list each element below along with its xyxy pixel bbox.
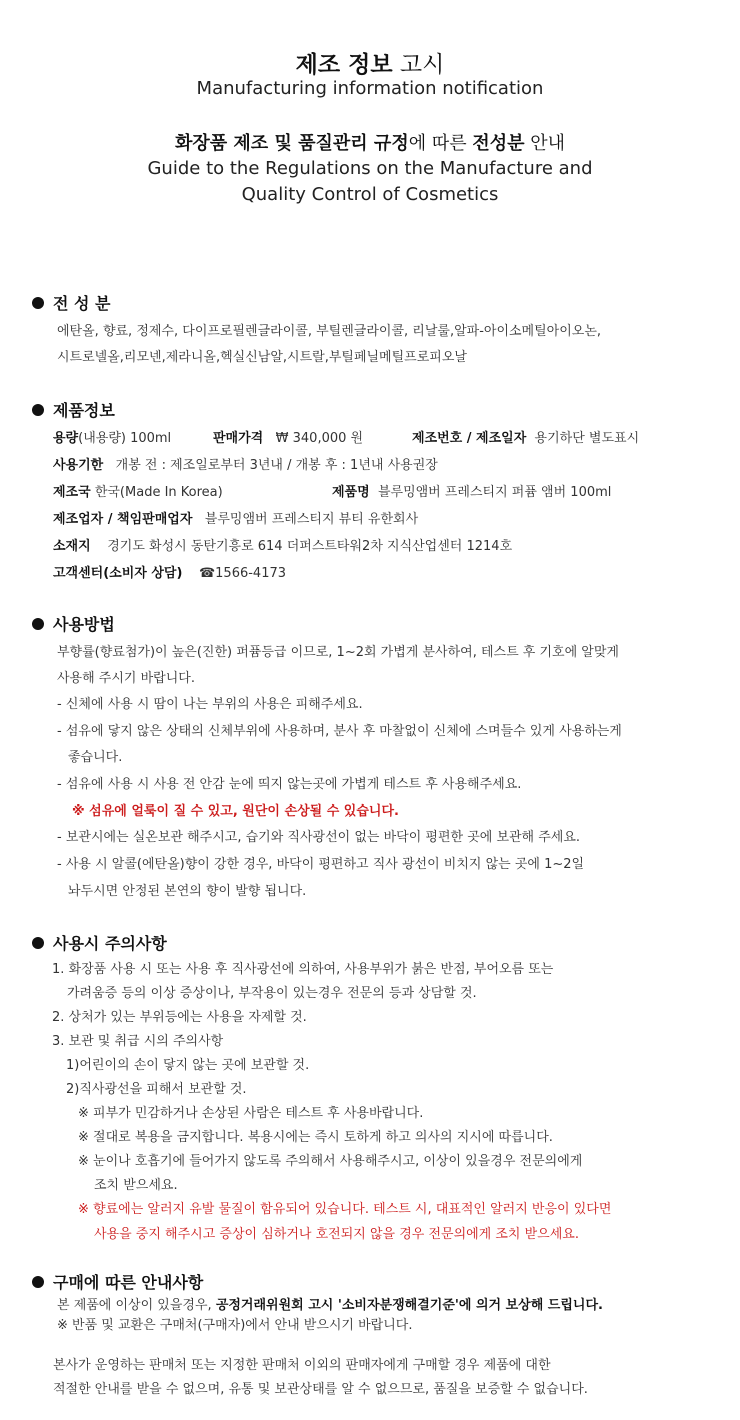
caution-line-4: 3. 보관 및 취급 시의 주의사항 bbox=[52, 1034, 224, 1049]
price-value: ₩ 340,000 원 bbox=[275, 431, 364, 446]
volume-value: 100ml bbox=[125, 431, 172, 446]
price-label: 판매가격 bbox=[213, 431, 264, 446]
subtitle-bold-2: 전성분 bbox=[472, 133, 525, 154]
product-expiry bbox=[53, 454, 438, 473]
bullet-icon bbox=[32, 618, 44, 630]
product-heading-text: 제품정보 bbox=[53, 401, 115, 420]
usage-line-4: - 섬유에 닿지 않은 상태의 신체부위에 사용하며, 분사 후 마찰없이 신체에 스며들수 있게 사용하는게 bbox=[57, 724, 622, 739]
caution-line-2: 가려움증 등의 이상 증상이나, 부작용이 있는경우 전문의 등과 상담할 것. bbox=[67, 986, 477, 1001]
product-price bbox=[213, 427, 363, 446]
page-title-rest: 고시 bbox=[392, 52, 445, 78]
page-title-bold: 제조 정보 bbox=[295, 52, 393, 78]
page-title bbox=[0, 46, 740, 79]
name-value: 블루밍앰버 프레스티지 퍼퓸 앰버 100ml bbox=[377, 485, 612, 500]
usage-line-1: 부향률(향료첨가)이 높은(진한) 퍼퓸등급 이므로, 1~2회 가볍게 분사하여, 테스트 후 기호에 알맞게 bbox=[57, 645, 619, 660]
product-mfg-no bbox=[412, 427, 639, 446]
purchase-line-3: 본사가 운영하는 판매처 또는 지정한 판매처 이외의 판매자에게 구매할 경우 제품에 대한 bbox=[53, 1358, 551, 1373]
section-purchase-heading bbox=[32, 1270, 203, 1293]
expiry-label: 사용기한 bbox=[53, 458, 104, 473]
country-value: 한국(Made In Korea) bbox=[90, 485, 223, 500]
caution-line-8: ※ 절대로 복용을 금지합니다. 복용시에는 즉시 토하게 하고 의사의 지시에 따릅니다. bbox=[78, 1130, 553, 1145]
purchase-heading-text: 구매에 따른 안내사항 bbox=[53, 1273, 204, 1292]
address-value: 경기도 화성시 동탄기흥로 614 더퍼스트타워2차 지식산업센터 1214호 bbox=[107, 539, 513, 554]
subtitle-text-1: 에 따른 bbox=[408, 133, 473, 154]
section-ingredients-heading bbox=[32, 291, 111, 314]
volume-sub: (내용량) bbox=[78, 431, 126, 446]
section-product-heading bbox=[32, 398, 115, 421]
page-subtitle-en-line2: Quality Control of Cosmetics bbox=[241, 184, 499, 205]
maker-value: 블루밍앰버 프레스티지 뷰티 유한회사 bbox=[204, 512, 419, 527]
bullet-icon bbox=[32, 1276, 44, 1288]
bullet-icon bbox=[32, 297, 44, 309]
section-caution-heading bbox=[32, 931, 167, 954]
caution-line-5: 1)어린이의 손이 닿지 않는 곳에 보관할 것. bbox=[66, 1058, 310, 1073]
usage-line-8: - 보관시에는 실온보관 해주시고, 습기와 직사광선이 없는 바닥이 평편한 곳에 보관해 주세요. bbox=[57, 830, 581, 845]
caution-line-6: 2)직사광선을 피해서 보관할 것. bbox=[66, 1082, 247, 1097]
product-country bbox=[53, 481, 223, 500]
maker-label: 제조업자 / 책임판매업자 bbox=[53, 512, 193, 527]
caution-line-1: 1. 화장품 사용 시 또는 사용 후 직사광선에 의하여, 사용부위가 붉은 반점, 부어오름 또는 bbox=[52, 962, 554, 977]
caution-heading-text: 사용시 주의사항 bbox=[53, 934, 167, 953]
purchase-line-4: 적절한 안내를 받을 수 없으며, 유통 및 보관상태를 알 수 없으므로, 품질을 보증할 수 없습니다. bbox=[53, 1382, 588, 1397]
caution-line-3: 2. 상처가 있는 부위등에는 사용을 자제할 것. bbox=[52, 1010, 307, 1025]
ingredients-line-1: 에탄올, 향료, 정제수, 다이프로필렌글라이콜, 부틸렌글라이콜, 리날룰,알파-아이소메틸아이오논, bbox=[57, 324, 602, 339]
product-name bbox=[332, 481, 611, 500]
usage-line-5: 좋습니다. bbox=[68, 750, 123, 765]
caution-line-7: ※ 피부가 민감하거나 손상된 사람은 테스트 후 사용바랍니다. bbox=[78, 1106, 424, 1121]
bullet-icon bbox=[32, 937, 44, 949]
purchase-line-1 bbox=[57, 1294, 603, 1313]
section-usage-heading bbox=[32, 612, 115, 635]
caution-line-9: ※ 눈이나 호흡기에 들어가지 않도록 주의해서 사용해주시고, 이상이 있을경우 전문의에게 bbox=[78, 1154, 583, 1169]
purchase-line-1-bold: 공정거래위원회 고시 '소비자분쟁해결기준'에 의거 보상해 드립니다. bbox=[215, 1298, 603, 1313]
usage-line-6: - 섬유에 사용 시 사용 전 안감 눈에 띄지 않는곳에 가볍게 테스트 후 사용해주세요. bbox=[57, 777, 522, 792]
mfg-no-value: 용기하단 별도표시 bbox=[534, 431, 640, 446]
page-subtitle-en-line1: Guide to the Regulations on the Manufacture and bbox=[147, 158, 593, 179]
usage-heading-text: 사용방법 bbox=[53, 615, 115, 634]
page-subtitle bbox=[0, 129, 740, 155]
product-maker bbox=[53, 508, 418, 527]
cs-label: 고객센터(소비자 상담) bbox=[53, 566, 183, 581]
page-title-en: Manufacturing information notification bbox=[196, 78, 544, 99]
caution-allergy-line-2: 사용을 중지 해주시고 증상이 심하거나 호전되지 않을 경우 전문의에게 조치 받으세요. bbox=[94, 1227, 579, 1242]
purchase-line-2: ※ 반품 및 교환은 구매처(구매자)에서 안내 받으시기 바랍니다. bbox=[57, 1318, 413, 1333]
usage-line-10: 놔두시면 안정된 본연의 향이 발향 됩니다. bbox=[68, 884, 307, 899]
usage-line-3: - 신체에 사용 시 땀이 나는 부위의 사용은 피해주세요. bbox=[57, 697, 363, 712]
cs-value: ☎1566-4173 bbox=[198, 566, 287, 581]
expiry-value: 개봉 전 : 제조일로부터 3년내 / 개봉 후 : 1년내 사용권장 bbox=[115, 458, 438, 473]
mfg-no-label: 제조번호 / 제조일자 bbox=[412, 431, 527, 446]
ingredients-heading-text: 전 성 분 bbox=[53, 294, 111, 313]
ingredients-line-2: 시트로넬올,리모넨,제라니올,헥실신남알,시트랄,부틸페닐메틸프로피오날 bbox=[57, 350, 467, 365]
volume-label: 용량 bbox=[53, 431, 79, 446]
product-customer-center bbox=[53, 562, 286, 581]
usage-line-2: 사용해 주시기 바랍니다. bbox=[57, 671, 195, 686]
caution-allergy-line-1: ※ 향료에는 알러지 유발 물질이 함유되어 있습니다. 테스트 시, 대표적인 알러지 반응이 있다면 bbox=[78, 1202, 612, 1217]
subtitle-bold-1: 화장품 제조 및 품질관리 규정 bbox=[174, 133, 409, 154]
bullet-icon bbox=[32, 404, 44, 416]
caution-line-10: 조치 받으세요. bbox=[94, 1178, 178, 1193]
product-address bbox=[53, 535, 512, 554]
usage-warning: ※ 섬유에 얼룩이 질 수 있고, 원단이 손상될 수 있습니다. bbox=[72, 804, 399, 819]
product-volume bbox=[53, 427, 171, 446]
purchase-line-1-text: 본 제품에 이상이 있을경우, bbox=[57, 1298, 216, 1313]
name-label: 제품명 bbox=[332, 485, 370, 500]
country-label: 제조국 bbox=[53, 485, 91, 500]
usage-line-9: - 사용 시 알콜(에탄올)향이 강한 경우, 바닥이 평편하고 직사 광선이 비치지 않는 곳에 1~2일 bbox=[57, 857, 585, 872]
address-label: 소재지 bbox=[53, 539, 91, 554]
subtitle-text-2: 안내 bbox=[524, 133, 565, 154]
